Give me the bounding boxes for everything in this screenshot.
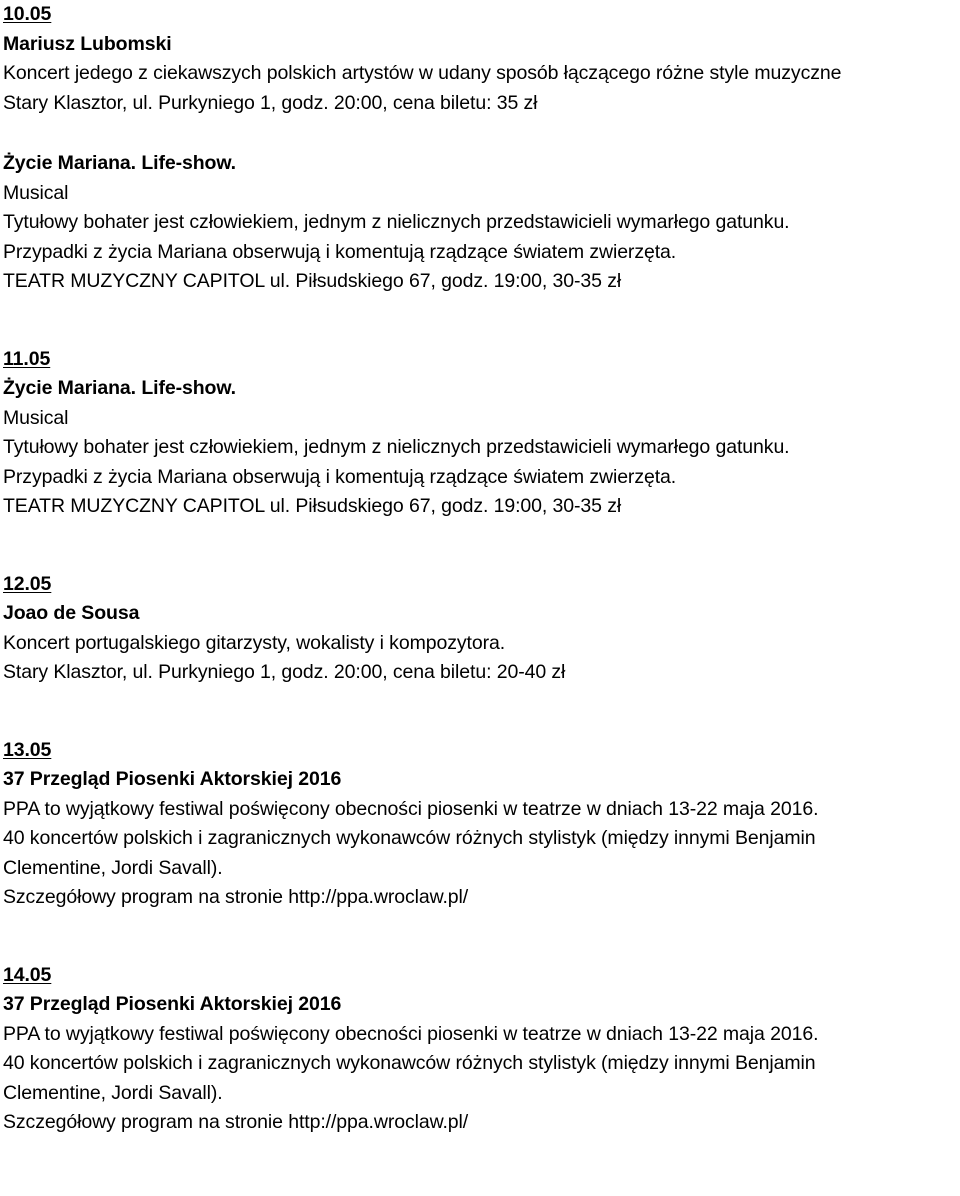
day-date: 13.05 <box>3 738 52 761</box>
event-description: Clementine, Jordi Savall). <box>3 1081 223 1104</box>
event-description: Clementine, Jordi Savall). <box>3 856 223 879</box>
day-section <box>3 570 958 688</box>
event-description: PPA to wyjątkowy festiwal poświęcony obecności piosenki w teatrze w dniach 13-22 maja 2016. <box>3 797 819 820</box>
event-item <box>3 149 958 297</box>
event-item <box>3 374 958 522</box>
program-link[interactable]: http://ppa.wroclaw.pl/ <box>288 1111 469 1133</box>
program-line <box>3 883 958 913</box>
event-venue: TEATR MUZYCZNY CAPITOL ul. Piłsudskiego 67, godz. 19:00, 30-35 zł <box>3 270 622 292</box>
event-title: 37 Przegląd Piosenki Aktorskiej 2016 <box>3 768 342 790</box>
spacer <box>3 118 958 149</box>
program-prefix: Szczegółowy program na stronie <box>3 1111 289 1133</box>
day-date: 10.05 <box>3 3 52 25</box>
event-venue: Stary Klasztor, ul. Purkyniego 1, godz. 20:00, cena biletu: 35 zł <box>3 91 538 114</box>
event-title: Życie Mariana. Life-show. <box>3 152 237 174</box>
event-description: 40 koncertów polskich i zagranicznych wykonawców różnych stylistyk (między innymi Benjamin <box>3 1052 816 1074</box>
event-venue: Stary Klasztor, ul. Purkyniego 1, godz. 20:00, cena biletu: 20-40 zł <box>3 661 566 683</box>
spacer <box>3 297 958 345</box>
event-description: Tytułowy bohater jest człowiekiem, jednym z nielicznych przedstawicieli wymarłego gatunku. <box>3 211 790 233</box>
day-section <box>3 345 958 522</box>
event-description: Koncert jedego z ciekawszych polskich artystów w udany sposób łączącego różne style muzyczne <box>3 62 842 84</box>
event-venue: TEATR MUZYCZNY CAPITOL ul. Piłsudskiego 67, godz. 19:00, 30-35 zł <box>3 495 622 517</box>
event-item <box>3 30 958 119</box>
day-date: 11.05 <box>3 347 51 370</box>
spacer <box>3 913 958 961</box>
event-item <box>3 599 958 688</box>
event-title: 37 Przegląd Piosenki Aktorskiej 2016 <box>3 993 342 1015</box>
event-listing <box>3 0 958 1138</box>
event-item <box>3 990 958 1138</box>
event-description: Tytułowy bohater jest człowiekiem, jednym z nielicznych przedstawicieli wymarłego gatunku. <box>3 436 790 458</box>
day-section <box>3 961 958 1138</box>
event-description: Przypadki z życia Mariana obserwują i komentują rządzące światem zwierzęta. <box>3 465 677 488</box>
program-link[interactable]: http://ppa.wroclaw.pl/ <box>288 886 469 908</box>
event-description: 40 koncertów polskich i zagranicznych wykonawców różnych stylistyk (między innymi Benjamin <box>3 827 816 849</box>
event-title: Mariusz Lubomski <box>3 32 172 55</box>
spacer <box>3 688 958 736</box>
event-description: PPA to wyjątkowy festiwal poświęcony obecności piosenki w teatrze w dniach 13-22 maja 2016. <box>3 1022 819 1045</box>
event-title: Życie Mariana. Life-show. <box>3 377 237 399</box>
program-line <box>3 1108 958 1138</box>
event-genre: Musical <box>3 406 69 429</box>
event-description: Koncert portugalskiego gitarzysty, wokalisty i kompozytora. <box>3 631 506 654</box>
event-genre: Musical <box>3 181 69 204</box>
day-date: 14.05 <box>3 963 52 986</box>
event-description: Przypadki z życia Mariana obserwują i komentują rządzące światem zwierzęta. <box>3 240 677 263</box>
event-title: Joao de Sousa <box>3 602 140 624</box>
day-section <box>3 0 958 297</box>
program-prefix: Szczegółowy program na stronie <box>3 886 289 908</box>
event-item <box>3 765 958 913</box>
day-section <box>3 736 958 913</box>
spacer <box>3 522 958 570</box>
day-date: 12.05 <box>3 572 52 595</box>
